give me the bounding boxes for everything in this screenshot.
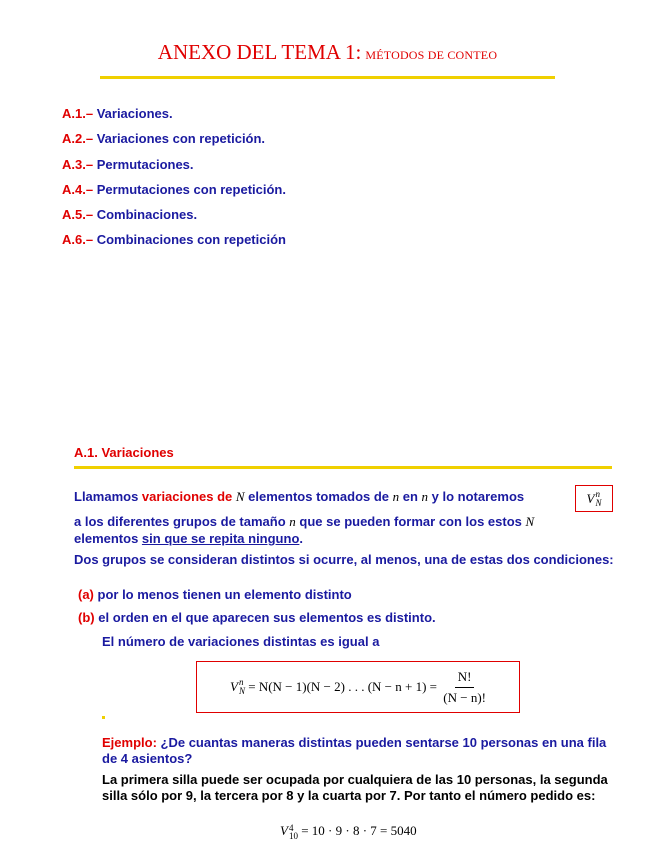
toc-item[interactable]: A.2.– Variaciones con repetición. <box>62 131 266 147</box>
marker-dot <box>102 716 105 719</box>
toc-item[interactable]: A.5.– Combinaciones. <box>62 207 198 223</box>
formula-fraction: $\frac{N!}{(N - n)!}$ <box>443 668 486 705</box>
title-main: ANEXO DEL TEMA 1: <box>157 40 362 64</box>
toc-item[interactable]: A.6.– Combinaciones con repetición <box>62 232 286 248</box>
toc-list <box>62 106 286 258</box>
condition-a: (a) por lo menos tienen un elemento distinto <box>78 587 352 602</box>
term-variaciones: variaciones de <box>141 489 236 504</box>
example-question: Ejemplo: ¿De cuantas maneras distintas pueden sentarse 10 personas en una fila de 4 asientos? <box>102 735 607 766</box>
distinct-paragraph: Dos grupos se consideran distintos si ocurre, al menos, una de estas dos condiciones: <box>74 552 614 567</box>
toc-item[interactable]: A.1.– Variaciones. <box>62 106 173 121</box>
formula-box: V n N = N(N − 1)(N − 2) . . . (N − n + 1) = $\frac{N!}{(N - n)!}$ <box>196 661 520 713</box>
count-text: El número de variaciones distintas es igual a <box>102 634 380 649</box>
notation-box: V n N <box>575 485 613 512</box>
page-title <box>0 40 655 65</box>
definition-line-2: elementos sin que se repita ninguno. <box>74 531 304 546</box>
example-result: V 4 10 = 10 · 9 · 8 · 7 = 5040 <box>280 823 417 842</box>
toc-item[interactable]: A.4.– Permutaciones con repetición. <box>62 181 286 197</box>
example-label: Ejemplo: <box>102 735 157 750</box>
intro-line: Llamamos variaciones de N elementos tomados de n en n y lo notaremos <box>74 489 525 504</box>
no-repeat-underlined: sin que se repita ninguno <box>141 531 300 546</box>
title-rule <box>100 76 555 79</box>
section-title: A.1. Variaciones <box>74 445 174 460</box>
definition-line-1: a los diferentes grupos de tamaño n que se pueden formar con los estos N <box>74 514 535 529</box>
title-sub: MÉTODOS DE CONTEO <box>365 48 498 62</box>
example-answer: La primera silla puede ser ocupada por cualquiera de las 10 personas, la segunda silla sólo por 9, la tercera por 8 y la cuarta por 7. Por tanto el número pedido es: <box>102 772 608 803</box>
section-rule <box>74 466 612 469</box>
toc-item[interactable]: A.3.– Permutaciones. <box>62 156 194 172</box>
condition-b: (b) el orden en el que aparecen sus elementos es distinto. <box>78 610 436 625</box>
